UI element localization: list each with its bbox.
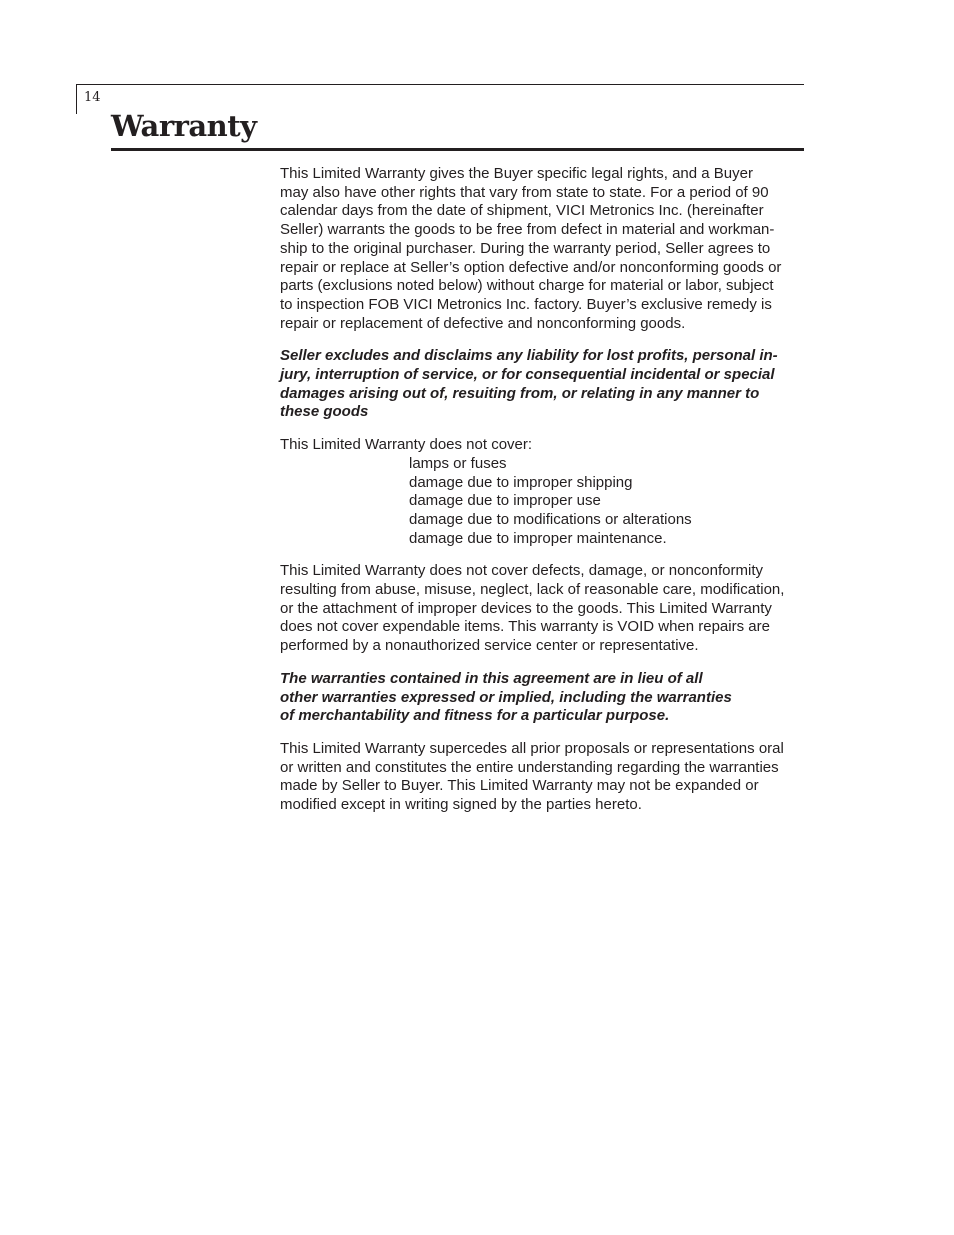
list-item: damage due to modifications or alterations [409, 510, 692, 528]
list-item: damage due to improper maintenance. [409, 529, 667, 547]
warranty-body [280, 165, 806, 829]
exclusions-intro: This Limited Warranty does not cover: [280, 436, 533, 454]
exclusions-list [280, 455, 806, 549]
page-title: Warranty [111, 109, 257, 143]
list-item: damage due to improper use [409, 492, 601, 510]
liability-disclaimer-paragraph: Seller excludes and disclaims any liability for lost profits, personal in- jury, interruption of service, or for consequential incidental or special damages arising out of, resuiting from, or relating in any manner to these goods [280, 347, 778, 421]
coverage-exclusions-paragraph: This Limited Warranty does not cover defects, damage, or nonconformity resulting from abuse, misuse, neglect, lack of reasonable care, modification, or the attachment of improper devices to the goods. This Limited Warranty does not cover expendable items. This warranty is VOID when repairs are performed by a nonauthorized service center or representative. [280, 562, 785, 655]
list-item: damage due to improper shipping [409, 473, 633, 491]
list-item: lamps or fuses [409, 454, 507, 472]
implied-warranties-paragraph: The warranties contained in this agreement are in lieu of all other warranties expressed or implied, including the warranties of merchantability and fitness for a particular purpose. [280, 669, 732, 725]
page-number: 14 [84, 90, 101, 105]
warranty-terms-paragraph: This Limited Warranty gives the Buyer specific legal rights, and a Buyer may also have other rights that vary from state to state. For a period of 90 calendar days from the date of shipment, VICI Metronics Inc. (hereinafter Seller) warrants the goods to be free from defect in material and workman- ship to the original purchaser. During the warranty period, Seller agrees to repair or replace at Seller’s option defective and/or nonconforming goods or parts (exclusions noted below) without charge for material or labor, subject to inspection FOB VICI Metronics Inc. factory. Buyer’s exclusive remedy is repair or replacement of defective and nonconforming goods. [280, 165, 782, 332]
header-side-rule [76, 84, 77, 114]
exclusions-block [280, 436, 806, 548]
title-rule [111, 148, 804, 151]
entire-agreement-paragraph: This Limited Warranty supercedes all prior proposals or representations oral or written and constitutes the entire understanding regarding the warranties made by Seller to Buyer. This Limited Warranty may not be expanded or modified except in writing signed by the parties hereto. [280, 739, 784, 814]
header-rule [76, 84, 804, 85]
